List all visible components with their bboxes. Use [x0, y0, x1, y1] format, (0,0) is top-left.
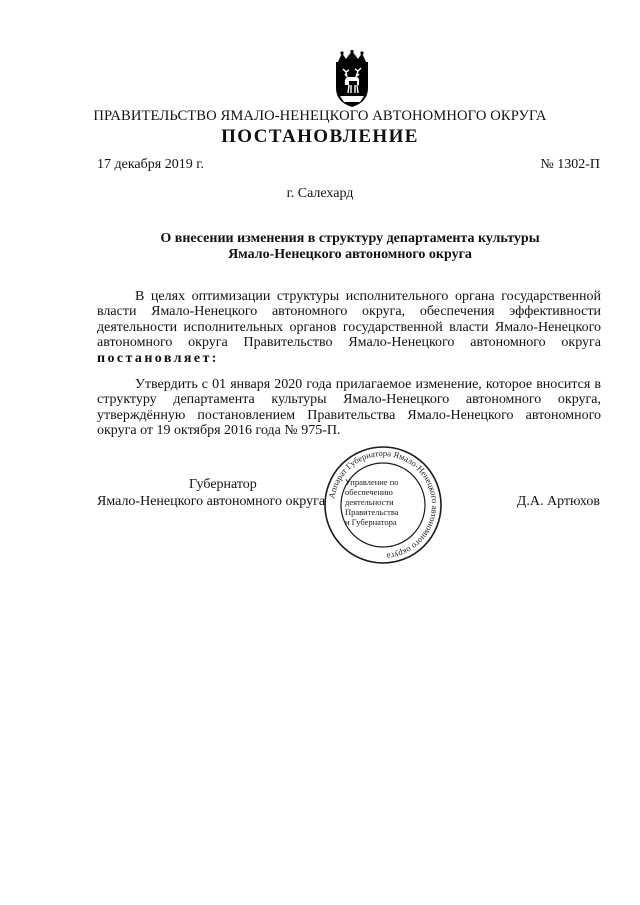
seal-inner-text — [345, 477, 425, 527]
document-title — [100, 231, 600, 263]
seal-inner-line: деятельности — [345, 497, 394, 507]
seal-inner-line: обеспечению — [345, 487, 393, 497]
document-city: г. Салехард — [286, 186, 354, 201]
body-paragraph — [97, 377, 601, 439]
government-name: ПРАВИТЕЛЬСТВО ЯМАЛО-НЕНЕЦКОГО АВТОНОМНОГО ОКРУГА — [93, 108, 547, 124]
document-date: 17 декабря 2019 г. — [97, 157, 204, 172]
signer-name: Д.А. Артюхов — [516, 494, 600, 509]
document-title-line: О внесении изменения в структуру департамента культуры — [160, 231, 540, 246]
document-number: № 1302-П — [540, 157, 600, 172]
seal-inner-line: и Губернатора — [345, 517, 397, 527]
body-paragraph-text: В целях оптимизации структуры исполнительного органа государственной власти Ямало-Ненецкого автономного округа, обеспечения эффективности деятельности исполнительных органов государственной власти Ямало-Ненецкого автономного округа Правительство Ямало-Ненецкого автономного округа — [97, 289, 601, 351]
signer-position: Губернатор — [189, 477, 257, 492]
body-paragraph-text: Утвердить с 01 января 2020 года прилагаемое изменение, которое вносится в структуру департамента культуры Ямало-Ненецкого автономного округа, утверждённую постановлением Правительства Ямало-Ненецкого автономного округа от 19 октября 2016 года № 975-П. — [97, 377, 601, 439]
seal-inner-line: Правительства — [345, 507, 399, 517]
signer-organization: Ямало-Ненецкого автономного округа — [97, 494, 326, 509]
resolution-keyword: постановляет: — [97, 350, 219, 366]
yamal-coat-of-arms-icon — [330, 50, 374, 108]
document-type: ПОСТАНОВЛЕНИЕ — [221, 126, 419, 147]
seal-ring-text: Аппарат Губернатора Ямало-Ненецкого автономного округа — [326, 447, 441, 562]
body-paragraph — [97, 289, 601, 366]
seal-inner-line: Управление по — [345, 477, 399, 487]
document-title-line: Ямало-Ненецкого автономного округа — [228, 247, 472, 262]
